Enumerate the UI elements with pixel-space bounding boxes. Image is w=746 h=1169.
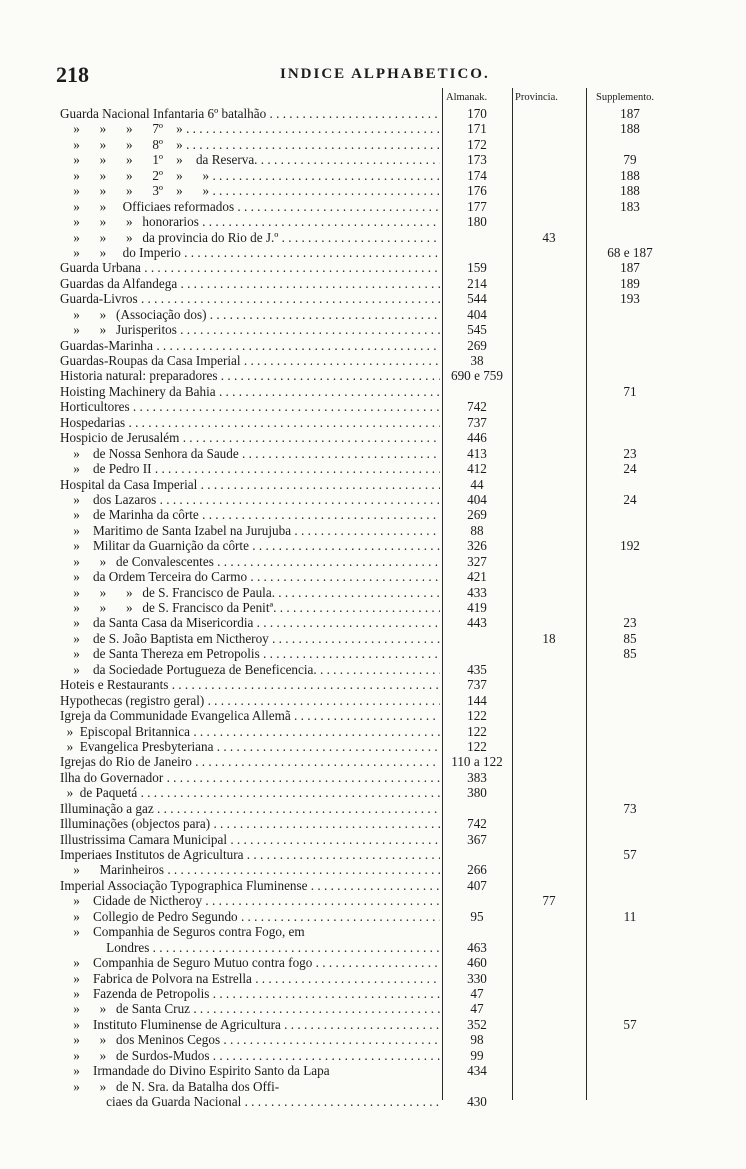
entry-name: » Fabrica de Polvora na Estrella . . . xyxy=(60,971,440,986)
almanak-ref: 352 xyxy=(467,1016,487,1032)
entry-name: Historia natural: preparadores . . . xyxy=(60,368,440,383)
entry-name: Guardas da Alfandega . . . xyxy=(60,276,440,291)
index-row xyxy=(0,1017,746,1032)
index-row xyxy=(0,399,746,414)
entry-name: Imperial Associação Typographica Fluminense . . . xyxy=(60,878,440,893)
index-row xyxy=(0,971,746,986)
entry-name: » » » de S. Francisco de Paula. . . . xyxy=(60,585,440,600)
entry-name: » Evangelica Presbyteriana . . . xyxy=(60,739,440,754)
index-row xyxy=(0,199,746,214)
almanak-ref: 443 xyxy=(467,615,487,631)
entry-name: » da Ordem Terceira do Carmo . . . xyxy=(60,569,440,584)
almanak-ref: 177 xyxy=(467,198,487,214)
index-row xyxy=(0,1001,746,1016)
entry-name: » » Officiaes reformados . . . xyxy=(60,199,440,214)
almanak-ref: 742 xyxy=(467,399,487,415)
almanak-ref: 367 xyxy=(467,831,487,847)
index-row xyxy=(0,785,746,800)
index-row xyxy=(0,384,746,399)
almanak-ref: 545 xyxy=(467,322,487,338)
index-row xyxy=(0,832,746,847)
index-row xyxy=(0,430,746,445)
index-row xyxy=(0,770,746,785)
index-row xyxy=(0,862,746,877)
almanak-ref: 446 xyxy=(467,430,487,446)
almanak-ref: 327 xyxy=(467,553,487,569)
almanak-ref: 47 xyxy=(470,1001,484,1017)
supplemento-ref: 187 xyxy=(620,260,640,276)
entry-name: » » » 3º » » . . . xyxy=(60,183,440,198)
index-row xyxy=(0,615,746,630)
entry-name: Igrejas do Rio de Janeiro . . . xyxy=(60,754,440,769)
almanak-ref: 171 xyxy=(467,121,487,137)
almanak-ref: 326 xyxy=(467,538,487,554)
index-row xyxy=(0,368,746,383)
almanak-ref: 383 xyxy=(467,769,487,785)
provincia-ref: 77 xyxy=(542,893,556,909)
entry-name: » » Jurisperitos . . . xyxy=(60,322,440,337)
entry-name: Guarda Urbana . . . xyxy=(60,260,440,275)
index-row xyxy=(0,816,746,831)
entry-name: » » dos Meninos Cegos . . . xyxy=(60,1032,440,1047)
almanak-ref: 38 xyxy=(470,353,484,368)
index-row xyxy=(0,986,746,1001)
almanak-ref: 434 xyxy=(467,1063,487,1079)
entry-name: Guarda-Livros . . . xyxy=(60,291,440,306)
index-row xyxy=(0,1032,746,1047)
index-row xyxy=(0,924,746,939)
entry-name: » dos Lazaros . . . xyxy=(60,492,440,507)
index-row xyxy=(0,538,746,553)
index-row xyxy=(0,554,746,569)
entry-name: » de Nossa Senhora da Saude . . . xyxy=(60,446,440,461)
column-header-almanak: Almanak. xyxy=(446,92,488,103)
almanak-ref: 544 xyxy=(467,291,487,307)
almanak-ref: 44 xyxy=(470,476,484,492)
index-row xyxy=(0,492,746,507)
index-row xyxy=(0,260,746,275)
index-row xyxy=(0,940,746,955)
almanak-ref: 122 xyxy=(467,738,487,754)
almanak-ref: 173 xyxy=(467,152,487,168)
almanak-ref: 404 xyxy=(467,306,487,322)
index-row xyxy=(0,168,746,183)
index-row xyxy=(0,276,746,291)
index-row xyxy=(0,338,746,353)
supplemento-ref: 68 e 187 xyxy=(607,244,653,260)
almanak-ref: 180 xyxy=(467,214,487,230)
almanak-ref: 460 xyxy=(467,955,487,971)
entry-name: » » de N. Sra. da Batalha dos Offi- xyxy=(60,1078,280,1094)
index-row xyxy=(0,183,746,198)
index-row xyxy=(0,724,746,739)
entry-name: » » » 7º » . . . xyxy=(60,121,440,136)
index-row xyxy=(0,585,746,600)
entry-name: » » de Convalescentes . . . xyxy=(60,554,440,569)
almanak-ref: 99 xyxy=(470,1047,484,1063)
entry-name: Hospital da Casa Imperial . . . xyxy=(60,477,440,492)
supplemento-ref: 188 xyxy=(620,121,640,137)
index-row xyxy=(0,230,746,245)
entry-name: Illuminação a gaz . . . xyxy=(60,801,440,816)
entry-name: Hypothecas (registro geral) . . . xyxy=(60,693,440,708)
almanak-ref: 110 a 122 xyxy=(451,754,503,770)
almanak-ref: 122 xyxy=(467,708,487,724)
almanak-ref: 421 xyxy=(467,569,487,585)
supplemento-ref: 79 xyxy=(623,152,637,168)
index-row xyxy=(0,569,746,584)
entry-name: » » de Surdos-Mudos . . . xyxy=(60,1048,440,1063)
supplemento-ref: 85 xyxy=(623,646,637,662)
index-row xyxy=(0,353,746,368)
almanak-ref: 419 xyxy=(467,600,487,615)
index-row xyxy=(0,477,746,492)
entry-name: » » » da provincia do Rio de J.º . . . xyxy=(60,230,440,245)
index-row xyxy=(0,600,746,615)
almanak-ref: 690 e 759 xyxy=(450,368,503,384)
almanak-ref: 463 xyxy=(467,939,487,955)
entry-name: Hospicio de Jerusalém . . . xyxy=(60,430,440,445)
index-row xyxy=(0,708,746,723)
supplemento-ref: 23 xyxy=(623,445,637,461)
almanak-ref: 380 xyxy=(467,785,487,801)
almanak-ref: 430 xyxy=(467,1094,487,1109)
index-row xyxy=(0,878,746,893)
index-row xyxy=(0,291,746,306)
index-row xyxy=(0,693,746,708)
entry-name: » » » 2º » » . . . xyxy=(60,168,440,183)
entry-name: Horticultores . . . xyxy=(60,399,440,414)
provincia-ref: 43 xyxy=(542,229,556,245)
index-row xyxy=(0,847,746,862)
index-row xyxy=(0,1063,746,1078)
almanak-ref: 269 xyxy=(467,507,487,523)
almanak-ref: 433 xyxy=(467,584,487,600)
entry-name: » de Pedro II . . . xyxy=(60,461,440,476)
index-row xyxy=(0,662,746,677)
index-row xyxy=(0,121,746,136)
almanak-ref: 176 xyxy=(467,183,487,199)
entry-name: » Episcopal Britannica . . . xyxy=(60,724,440,739)
index-row xyxy=(0,152,746,167)
supplemento-ref: 71 xyxy=(623,383,637,399)
entry-name: Imperiaes Institutos de Agricultura . . . xyxy=(60,847,440,862)
almanak-ref: 159 xyxy=(467,260,487,276)
index-row xyxy=(0,322,746,337)
entry-name: » Fazenda de Petropolis . . . xyxy=(60,986,440,1001)
entry-name: » » » de S. Francisco da Penitª. . . . xyxy=(60,600,440,615)
entry-name: » de Paquetá . . . xyxy=(60,785,440,800)
almanak-ref: 407 xyxy=(467,877,487,893)
index-row xyxy=(0,631,746,646)
supplemento-ref: 85 xyxy=(623,630,637,646)
entry-name: » » » 1º » da Reserva. . . . xyxy=(60,152,440,167)
supplemento-ref: 188 xyxy=(620,167,640,183)
almanak-ref: 122 xyxy=(467,723,487,739)
entry-name: » de Marinha da côrte . . . xyxy=(60,507,440,522)
almanak-ref: 98 xyxy=(470,1032,484,1048)
entry-name: Illustrissima Camara Municipal . . . xyxy=(60,832,440,847)
entry-name: Hoisting Machinery da Bahia . . . xyxy=(60,384,440,399)
supplemento-ref: 183 xyxy=(620,198,640,214)
provincia-ref: 18 xyxy=(542,630,556,646)
index-row xyxy=(0,1094,746,1109)
supplemento-ref: 57 xyxy=(623,1016,637,1032)
index-row xyxy=(0,415,746,430)
entry-name: ciaes da Guarda Nacional . . . xyxy=(60,1094,440,1109)
entry-name: » de Santa Thereza em Petropolis . . . xyxy=(60,646,440,661)
entry-name: Hospedarias . . . xyxy=(60,415,440,430)
almanak-ref: 95 xyxy=(470,908,484,924)
almanak-ref: 435 xyxy=(467,661,487,677)
column-header-provincia: Provincia. xyxy=(515,92,558,103)
entry-name: » » do Imperio . . . xyxy=(60,245,440,260)
index-row xyxy=(0,646,746,661)
supplemento-ref: 189 xyxy=(620,275,640,291)
index-row xyxy=(0,446,746,461)
index-row xyxy=(0,677,746,692)
column-header-supplemento: Supplemento. xyxy=(596,92,655,103)
supplemento-ref: 192 xyxy=(620,538,640,554)
entry-name: » Maritimo de Santa Izabel na Jurujuba . . . xyxy=(60,523,440,538)
entry-name: Guardas-Marinha . . . xyxy=(60,338,440,353)
entry-name: Illuminações (objectos para) . . . xyxy=(60,816,440,831)
almanak-ref: 170 xyxy=(467,106,487,121)
index-row xyxy=(0,461,746,476)
almanak-ref: 172 xyxy=(467,136,487,152)
entry-name: Guarda Nacional Infantaria 6º batalhão . . . xyxy=(60,106,440,121)
supplemento-ref: 24 xyxy=(623,461,637,477)
running-title: INDICE ALPHABETICO. xyxy=(280,66,490,82)
entry-name: Igreja da Communidade Evangelica Allemã . . . xyxy=(60,708,440,723)
almanak-ref: 413 xyxy=(467,445,487,461)
index-row xyxy=(0,1048,746,1063)
entry-name: » da Santa Casa da Misericordia . . . xyxy=(60,615,440,630)
entry-name: » » » honorarios . . . xyxy=(60,214,440,229)
entry-name: Hoteis e Restaurants . . . xyxy=(60,677,440,692)
index-row xyxy=(0,307,746,322)
entry-name: » Irmandade do Divino Espirito Santo da Lapa xyxy=(60,1063,330,1079)
almanak-ref: 174 xyxy=(467,167,487,183)
page-number: 218 xyxy=(56,62,89,87)
index-row xyxy=(0,137,746,152)
index-row xyxy=(0,106,746,121)
supplemento-ref: 187 xyxy=(620,106,640,121)
index-row xyxy=(0,754,746,769)
index-row xyxy=(0,507,746,522)
entry-name: Londres . . . xyxy=(60,940,440,955)
entry-name: Guardas-Roupas da Casa Imperial . . . xyxy=(60,353,440,368)
almanak-ref: 737 xyxy=(467,414,487,430)
almanak-ref: 88 xyxy=(470,522,484,538)
supplemento-ref: 73 xyxy=(623,800,637,816)
index-table xyxy=(0,106,746,1109)
index-row xyxy=(0,214,746,229)
entry-name: » Marinheiros . . . xyxy=(60,862,440,877)
index-row xyxy=(0,245,746,260)
entry-name: » da Sociedade Portugueza de Beneficencia. . . . xyxy=(60,662,440,677)
supplemento-ref: 11 xyxy=(623,908,637,924)
almanak-ref: 742 xyxy=(467,816,487,832)
entry-name: » Companhia de Seguros contra Fogo, em xyxy=(60,924,305,940)
almanak-ref: 266 xyxy=(467,862,487,878)
entry-name: » » de Santa Cruz . . . xyxy=(60,1001,440,1016)
almanak-ref: 144 xyxy=(467,692,487,708)
almanak-ref: 47 xyxy=(470,985,484,1001)
entry-name: Ilha do Governador . . . xyxy=(60,770,440,785)
almanak-ref: 214 xyxy=(467,275,487,291)
index-row xyxy=(0,1079,746,1094)
almanak-ref: 737 xyxy=(467,677,487,693)
almanak-ref: 269 xyxy=(467,337,487,353)
supplemento-ref: 193 xyxy=(620,291,640,307)
index-row xyxy=(0,955,746,970)
supplemento-ref: 24 xyxy=(623,491,637,507)
entry-name: » Instituto Fluminense de Agricultura . . . xyxy=(60,1017,440,1032)
index-row xyxy=(0,893,746,908)
entry-name: » de S. João Baptista em Nictheroy . . . xyxy=(60,631,440,646)
supplemento-ref: 188 xyxy=(620,183,640,199)
supplemento-ref: 57 xyxy=(623,847,637,862)
entry-name: » » (Associação dos) . . . xyxy=(60,307,440,322)
almanak-ref: 330 xyxy=(467,970,487,986)
index-row xyxy=(0,801,746,816)
almanak-ref: 404 xyxy=(467,491,487,507)
supplemento-ref: 23 xyxy=(623,615,637,631)
entry-name: » Militar da Guarnição da côrte . . . xyxy=(60,538,440,553)
entry-name: » Cidade de Nictheroy . . . xyxy=(60,893,440,908)
index-row xyxy=(0,739,746,754)
entry-name: » » » 8º » . . . xyxy=(60,137,440,152)
index-row xyxy=(0,523,746,538)
almanak-ref: 412 xyxy=(467,461,487,477)
index-row xyxy=(0,909,746,924)
entry-name: » Companhia de Seguro Mutuo contra fogo . . . xyxy=(60,955,440,970)
entry-name: » Collegio de Pedro Segundo . . . xyxy=(60,909,440,924)
